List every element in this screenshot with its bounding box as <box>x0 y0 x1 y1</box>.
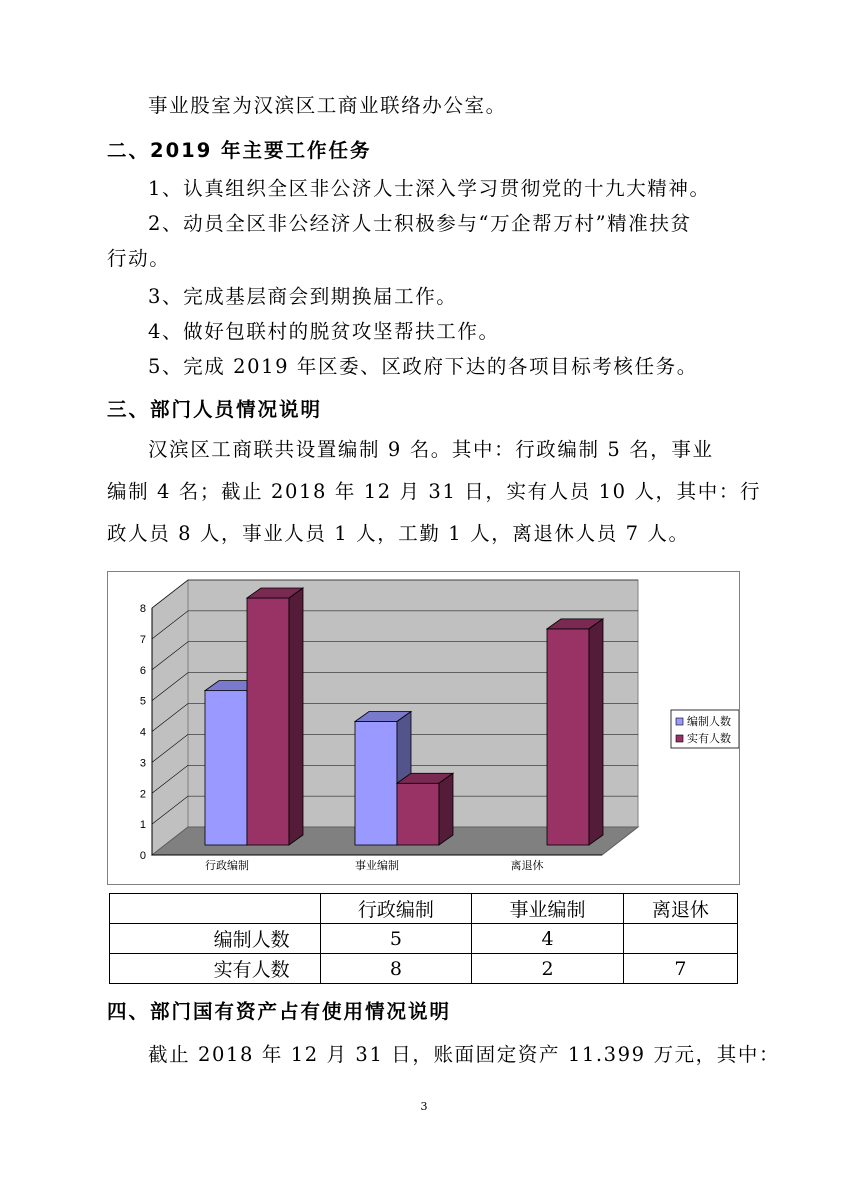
y-tick-label: 4 <box>139 726 146 739</box>
table-row-header: 实有人数 <box>110 954 321 984</box>
table-cell: 5 <box>320 924 472 954</box>
bar-side <box>589 619 603 845</box>
bar <box>247 598 289 845</box>
list-item: 4、做好包联村的脱贫攻坚帮扶工作。 <box>148 320 500 343</box>
section-heading: 四、部门国有资产占有使用情况说明 <box>107 1000 452 1023</box>
y-tick-label: 3 <box>139 757 146 770</box>
paragraph-line: 汉滨区工商联共设置编制 9 名。其中：行政编制 5 名，事业 <box>148 438 714 461</box>
y-tick-label: 8 <box>139 603 146 615</box>
bar <box>355 722 397 846</box>
table-cell: 4 <box>472 924 624 954</box>
list-item: 5、完成 2019 年区委、区政府下达的各项目标考核任务。 <box>148 355 698 378</box>
section-heading: 二、2019 年主要工作任务 <box>107 139 372 162</box>
bar <box>205 691 247 845</box>
bar-chart <box>107 571 740 885</box>
table-cell <box>110 894 321 924</box>
table-cell: 8 <box>320 954 472 984</box>
y-tick-label: 1 <box>139 819 146 832</box>
list-item: 2、动员全区非公经济人士积极参与“万企帮万村”精准扶贫 <box>148 212 692 235</box>
y-tick-label: 5 <box>139 695 146 708</box>
bar <box>547 629 589 845</box>
table-header-row <box>110 894 738 924</box>
bar-side <box>439 773 453 845</box>
table-row-header: 编制人数 <box>110 924 321 954</box>
paragraph-line: 行动。 <box>107 247 171 270</box>
table-cell: 事业编制 <box>472 894 624 924</box>
page-number: 3 <box>420 1100 428 1113</box>
bar <box>397 783 439 845</box>
y-tick-label: 7 <box>139 633 146 646</box>
table-cell <box>623 924 737 954</box>
y-tick-label: 2 <box>139 788 146 801</box>
x-tick-label: 行政编制 <box>205 859 249 872</box>
legend-swatch <box>676 718 683 725</box>
table-row <box>110 954 738 984</box>
x-tick-label: 事业编制 <box>355 859 399 872</box>
data-table <box>109 893 738 984</box>
x-tick-label: 离退休 <box>510 859 544 872</box>
list-item: 3、完成基层商会到期换届工作。 <box>148 285 458 308</box>
table-cell: 行政编制 <box>320 894 472 924</box>
y-tick-label: 6 <box>139 664 146 677</box>
section-heading: 三、部门人员情况说明 <box>107 398 323 421</box>
paragraph-line: 政人员 8 人，事业人员 1 人，工勤 1 人，离退休人员 7 人。 <box>107 522 690 545</box>
chart-canvas <box>108 572 739 884</box>
paragraph-line: 编制 4 名；截止 2018 年 12 月 31 日，实有人员 10 人，其中：行 <box>107 480 762 503</box>
table-cell: 2 <box>472 954 624 984</box>
paragraph-line: 事业股室为汉滨区工商业联络办公室。 <box>148 94 507 117</box>
bar-side <box>289 588 303 845</box>
legend-label: 实有人数 <box>687 732 731 745</box>
legend-swatch <box>676 735 683 742</box>
list-item: 1、认真组织全区非公济人士深入学习贯彻党的十九大精神。 <box>148 177 711 200</box>
table-cell: 离退休 <box>623 894 737 924</box>
table-cell: 7 <box>623 954 737 984</box>
legend-label: 编制人数 <box>687 715 731 728</box>
y-tick-label: 0 <box>139 850 146 862</box>
paragraph-line: 截止 2018 年 12 月 31 日，账面固定资产 11.399 万元，其中： <box>148 1043 781 1066</box>
table-row <box>110 924 738 954</box>
